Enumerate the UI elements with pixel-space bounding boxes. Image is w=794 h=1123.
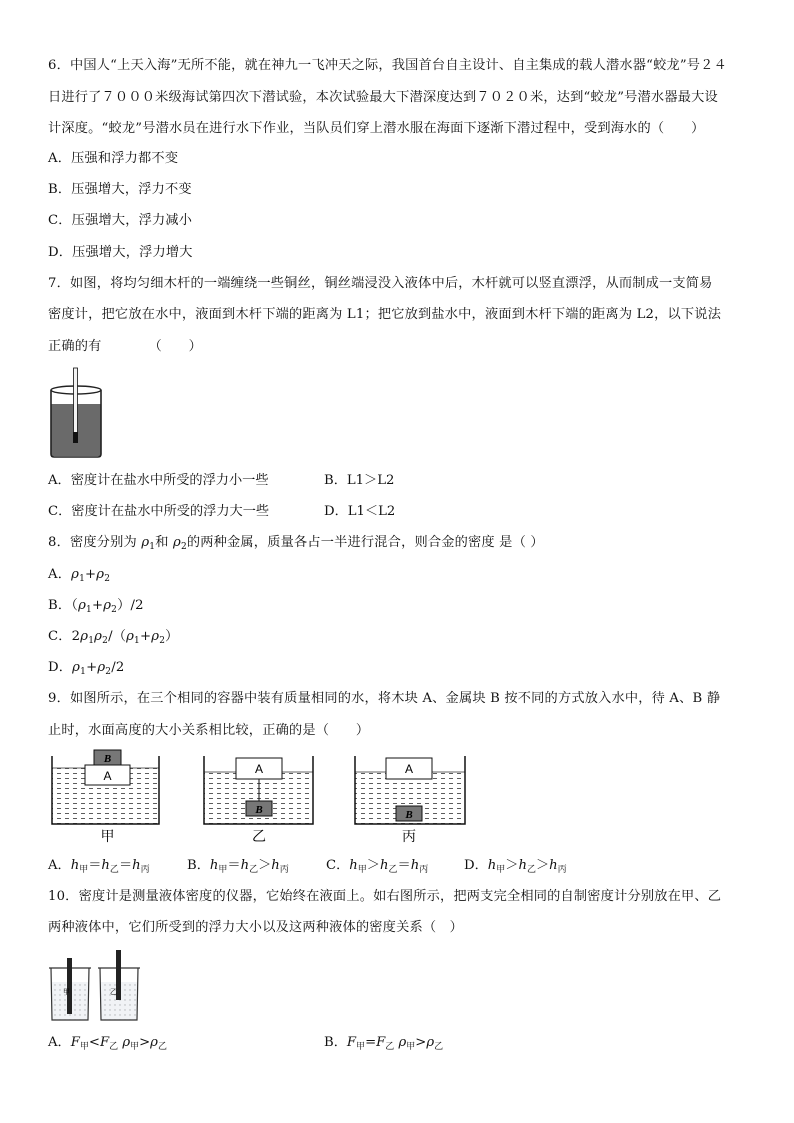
beaker-label-yi: 乙 bbox=[110, 988, 117, 996]
q9-option-a: A．$h_甲=h_乙=h_丙$ bbox=[48, 858, 150, 875]
q6-option-a: A．压强和浮力都不变 bbox=[48, 151, 179, 166]
q7-stem-line3: 正确的有 （ ） bbox=[48, 339, 203, 354]
q8-option-d: D．$\rho_1+\rho_2/2$ bbox=[48, 660, 125, 677]
q6-stem-line3: 计深度。“蛟龙”号潜水员在进行水下作业，当队员们穿上潜水服在海面下逐渐下潜过程中，受到海水的（ ） bbox=[48, 121, 705, 136]
beaker-label-jia: 甲 bbox=[63, 988, 70, 996]
q10-option-a: A．$F_甲<F_乙$ $\rho_甲>\rho_乙$ bbox=[48, 1035, 167, 1052]
beaker-yi bbox=[98, 950, 140, 1020]
q7-beaker-figure bbox=[48, 366, 104, 458]
q6-option-c: C．压强增大，浮力减小 bbox=[48, 213, 193, 228]
q9-option-d: D．$h_甲>h_乙>h_丙$ bbox=[464, 858, 567, 875]
q7-option-a: A．密度计在盐水中所受的浮力小一些 bbox=[48, 473, 269, 488]
q9-containers-figure bbox=[48, 746, 468, 846]
block-a-label: A bbox=[254, 762, 264, 776]
q9-option-c: C．$h_甲>h_乙=h_丙$ bbox=[326, 858, 429, 875]
q6-stem-line1: 6．中国人“上天入海”无所不能，就在神九一飞冲天之际，我国首台自主设计、自主集成的载人潜水器“蛟龙”号２４ bbox=[48, 58, 727, 73]
container-bing bbox=[355, 756, 465, 845]
q7-stem-line1: 7．如图，将均匀细木杆的一端缠绕一些铜丝，铜丝端浸没入液体中后，木杆就可以竖直漂浮，从而制成一支简易 bbox=[48, 276, 713, 291]
fig-label-bing: 丙 bbox=[402, 829, 416, 845]
q8-option-a: A．$\rho_1+\rho_2$ bbox=[48, 567, 111, 584]
q10-stem-line1: 10．密度计是测量液体密度的仪器，它始终在液面上。如右图所示，把两支完全相同的自制密度计分别放在甲、乙 bbox=[48, 889, 722, 904]
block-a-label: A bbox=[103, 769, 112, 783]
q8-stem: 8．密度分别为 $\rho_1$和 $\rho_2$的两种金属，质量各占一半进行混合，则合金的密度 是（ ） bbox=[48, 535, 544, 552]
block-b-label: B bbox=[255, 804, 263, 816]
q10-option-b: B．$F_甲=F_乙$ $\rho_甲>\rho_乙$ bbox=[324, 1035, 444, 1052]
fig-label-jia: 甲 bbox=[100, 829, 115, 845]
q7-stem-line2: 密度计，把它放在水中，液面到木杆下端的距离为 L1；把它放到盐水中，液面到木杆下端的距离为 L2，以下说法 bbox=[48, 307, 722, 322]
q8-option-b: B．$(\rho_1+\rho_2)/2$ bbox=[48, 598, 144, 615]
container-yi bbox=[204, 756, 313, 845]
q9-option-b: B．$h_甲=h_乙>h_丙$ bbox=[187, 858, 289, 875]
q6-option-b: B．压强增大，浮力不变 bbox=[48, 182, 192, 197]
q9-stem-line1: 9．如图所示，在三个相同的容器中装有质量相同的水，将木块 A、金属块 B 按不同的方式放入水中，待 A、B 静 bbox=[48, 691, 721, 706]
q7-option-b: B．L1＞L2 bbox=[324, 473, 395, 488]
q10-beakers-figure bbox=[48, 948, 148, 1024]
container-jia bbox=[52, 750, 159, 845]
q7-option-c: C．密度计在盐水中所受的浮力大一些 bbox=[48, 504, 270, 519]
q7-option-d: D．L1＜L2 bbox=[324, 504, 396, 519]
block-b-label: B bbox=[405, 809, 413, 821]
densimeter-jia bbox=[67, 958, 72, 1014]
q6-stem-line2: 日进行了７０００米级海试第四次下潜试验，本次试验最大下潜深度达到７０２０米，达到“蛟龙”号潜水器最大设 bbox=[48, 90, 718, 105]
q9-stem-line2: 止时，水面高度的大小关系相比较，正确的是（ ） bbox=[48, 723, 370, 738]
q8-option-c: C．$2\rho_1\rho_2/(\rho_1+\rho_2)$ bbox=[48, 629, 179, 646]
block-b-label: B bbox=[103, 753, 112, 765]
q10-stem-line2: 两种液体中，它们所受到的浮力大小以及这两种液体的密度关系（ ） bbox=[48, 920, 464, 935]
copper-wire bbox=[73, 432, 78, 443]
beaker-jia bbox=[49, 958, 91, 1020]
q6-option-d: D．压强增大，浮力增大 bbox=[48, 245, 193, 260]
wooden-rod bbox=[74, 368, 78, 440]
fig-label-yi: 乙 bbox=[252, 829, 266, 845]
block-a-label: A bbox=[404, 762, 414, 776]
